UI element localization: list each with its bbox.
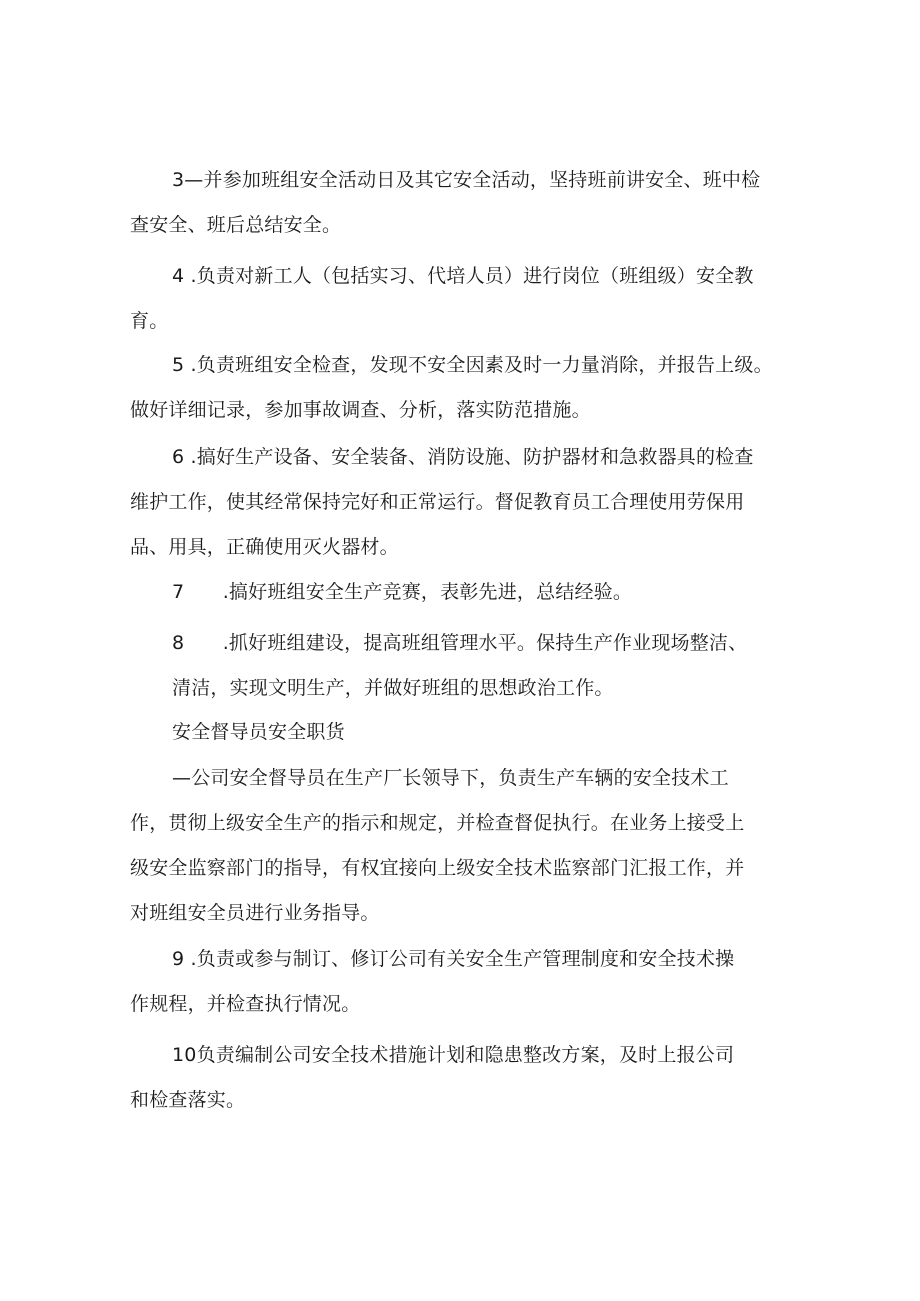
text-line: 级安全监察部门的指导，有权宜接向上级安全技术监察部门汇报工作，并 — [130, 857, 745, 879]
text-line: 维护工作，使其经常保持完好和正常运行。督促教育员工合理使用劳保用 — [130, 491, 745, 513]
text-line: 6 .搞好生产设备、安全装备、消防设施、防护器材和急救器具的检查 — [172, 446, 754, 468]
text-line: 清洁，实现文明生产，并做好班组的思想政治工作。 — [172, 677, 614, 699]
text-line: 10负责编制公司安全技术措施计划和隐患整改方案，及时上报公司 — [172, 1044, 735, 1066]
text-line: 9 .负责或参与制订、修订公司有关安全生产管理制度和安全技术操 — [172, 948, 735, 970]
text-line: 品、用具，正确使用灭火器材。 — [130, 536, 399, 558]
text-line: 5 .负责班组安全检查，发现不安全因素及时一力量消除，并报告上级。 — [172, 354, 773, 376]
text-line: —公司安全督导员在生产厂长领导下，负责生产车辆的安全技术工 — [172, 767, 729, 789]
section-heading: 安全督导员安全职货 — [172, 721, 345, 743]
text-line: 和检查落实。 — [130, 1089, 246, 1111]
text-line: 育。 — [130, 310, 169, 332]
text-line: 查安全、班后总结安全。 — [130, 214, 342, 236]
text-line: 对班组安全员进行业务指导。 — [130, 902, 380, 924]
text-line: 4 .负责对新工人（包括实习、代培人员）进行岗位（班组级）安全教 — [172, 265, 754, 287]
text-line: 作规程，并检查执行情况。 — [130, 993, 361, 1015]
text-line: 3—并参加班组安全活动日及其它安全活动，坚持班前讲安全、班中检 — [172, 169, 761, 191]
text-line: 8 .抓好班组建设，提高班组管理水平。保持生产作业现场整洁、 — [172, 632, 748, 654]
text-line: 7 .搞好班组安全生产竞赛，表彰先进，总结经验。 — [172, 581, 633, 603]
text-line: 做好详细记录，参加事故调查、分析，落实防范措施。 — [130, 399, 591, 421]
text-line: 作，贯彻上级安全生产的指示和规定，并检查督促执行。在业务上接受上 — [130, 812, 745, 834]
